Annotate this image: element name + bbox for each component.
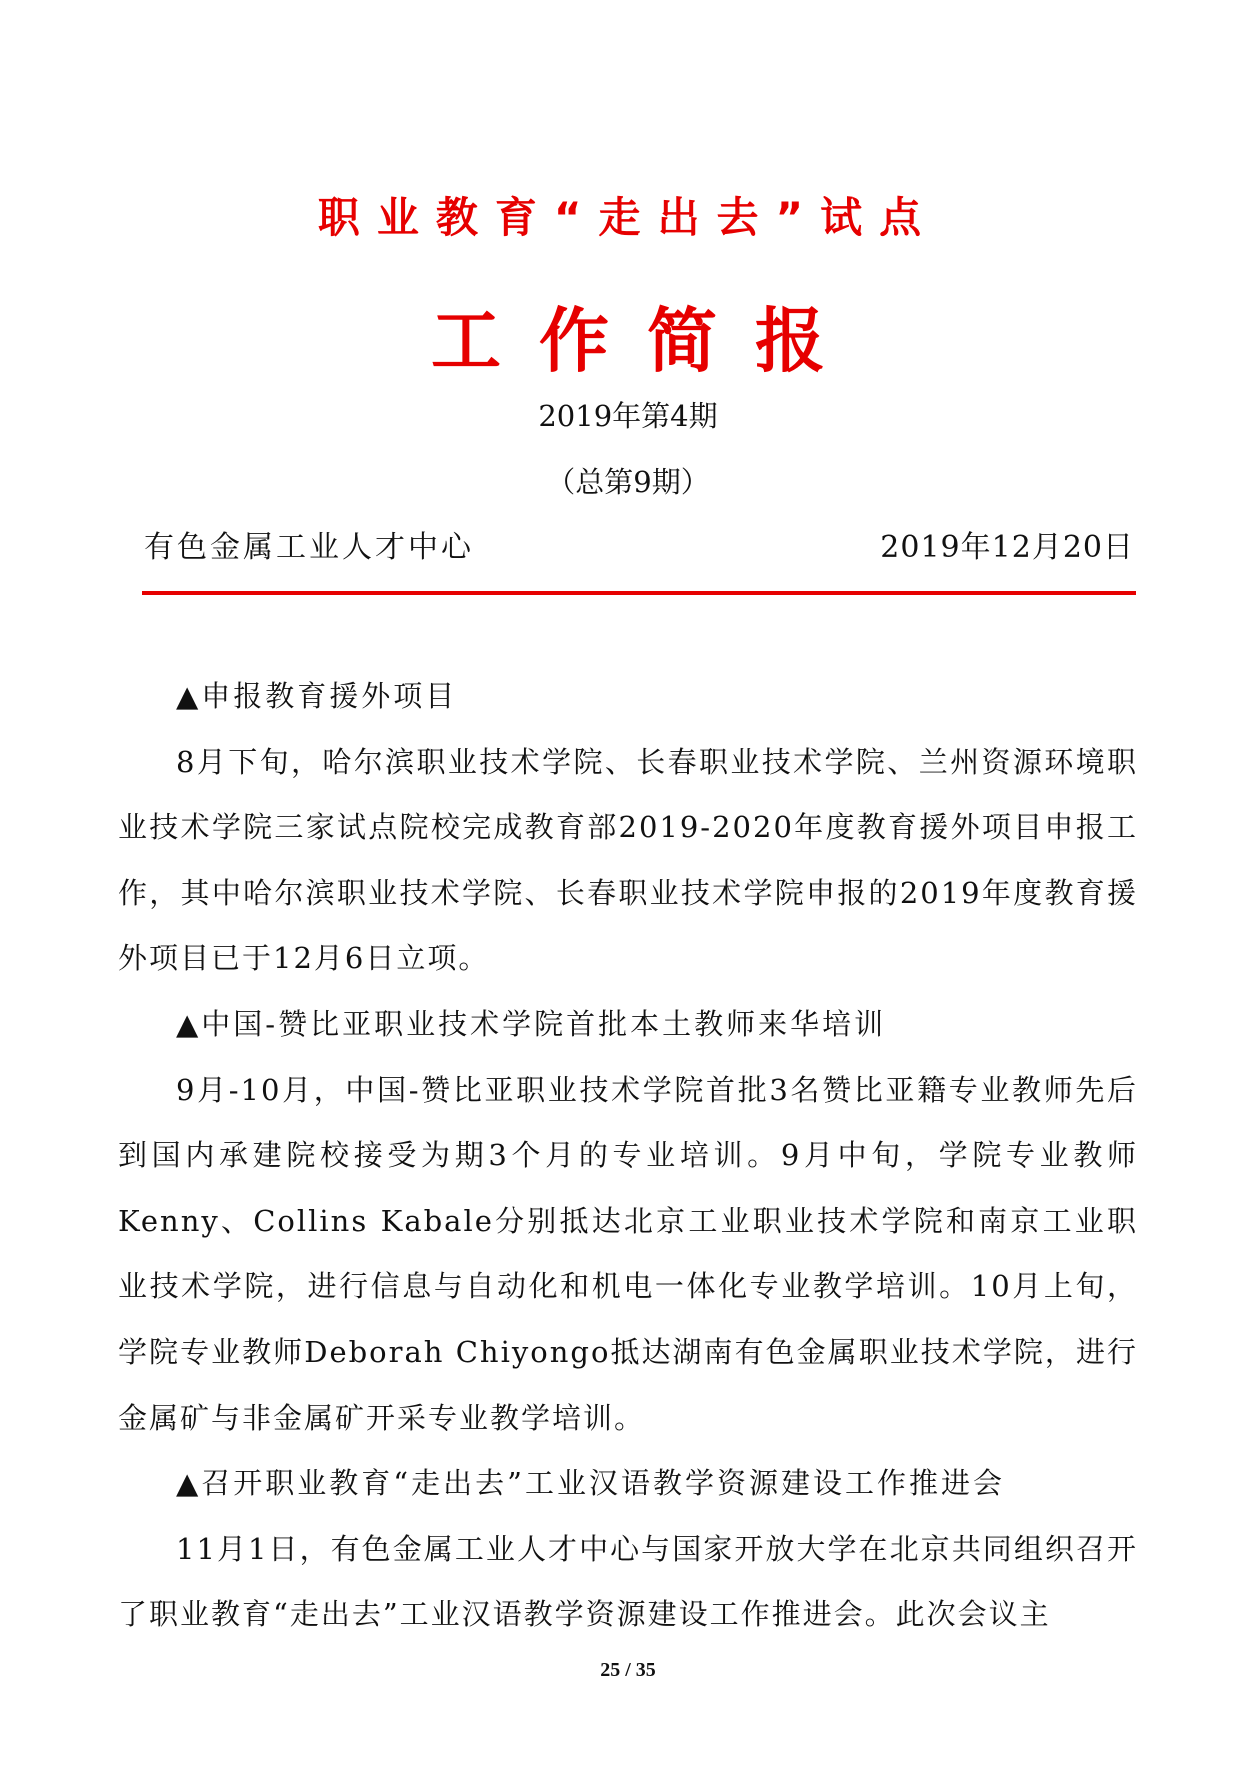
page-number: 25 / 35: [600, 1659, 656, 1681]
brief-series-title: 职业教育“走出去”试点: [317, 193, 939, 242]
section-heading-aid-project: ▲申报教育援外项目: [176, 679, 458, 713]
header-divider: [142, 591, 1136, 595]
section-body-aid-project: 8月下旬，哈尔滨职业技术学院、长春职业技术学院、兰州资源环境职业技术学院三家试点院校完成教育部2019-2020年度教育援外项目申报工作，其中哈尔滨职业技术学院、长春职业技术学院申报的2019年度教育援外项目已于12月6日立项。: [118, 744, 1138, 976]
section-body-industrial-chinese: 11月1日，有色金属工业人才中心与国家开放大学在北京共同组织召开了职业教育“走出去”工业汉语教学资源建设工作推进会。此次会议主: [118, 1531, 1138, 1632]
issue-number: 2019年第4期: [538, 399, 718, 433]
publication-date: 2019年12月20日: [880, 530, 1134, 565]
brief-main-title: 工作简报: [431, 300, 863, 382]
issue-total: （总第9期）: [546, 465, 710, 499]
section-heading-industrial-chinese: ▲召开职业教育“走出去”工业汉语教学资源建设工作推进会: [176, 1466, 1005, 1501]
section-body-zambia-training: 9月-10月，中国-赞比亚职业技术学院首批3名赞比亚籍专业教师先后到国内承建院校接受为期3个月的专业培训。9月中旬，学院专业教师Kenny、Collins Kabale分别抵达北京工业职业技术学院和南京工业职业技术学院，进行信息与自动化和机电一体化专业教学培训。10月上旬，学院专业教师Deborah Chiyongo抵达湖南有色金属职业技术学院，进行金属矿与非金属矿开采专业教学培训。: [118, 1072, 1138, 1435]
publication-info: [144, 528, 1134, 568]
publisher-organization: 有色金属工业人才中心: [144, 530, 474, 565]
brief-content: [118, 664, 1138, 1648]
section-heading-zambia-training: ▲中国-赞比亚职业技术学院首批本土教师来华培训: [176, 1006, 887, 1041]
